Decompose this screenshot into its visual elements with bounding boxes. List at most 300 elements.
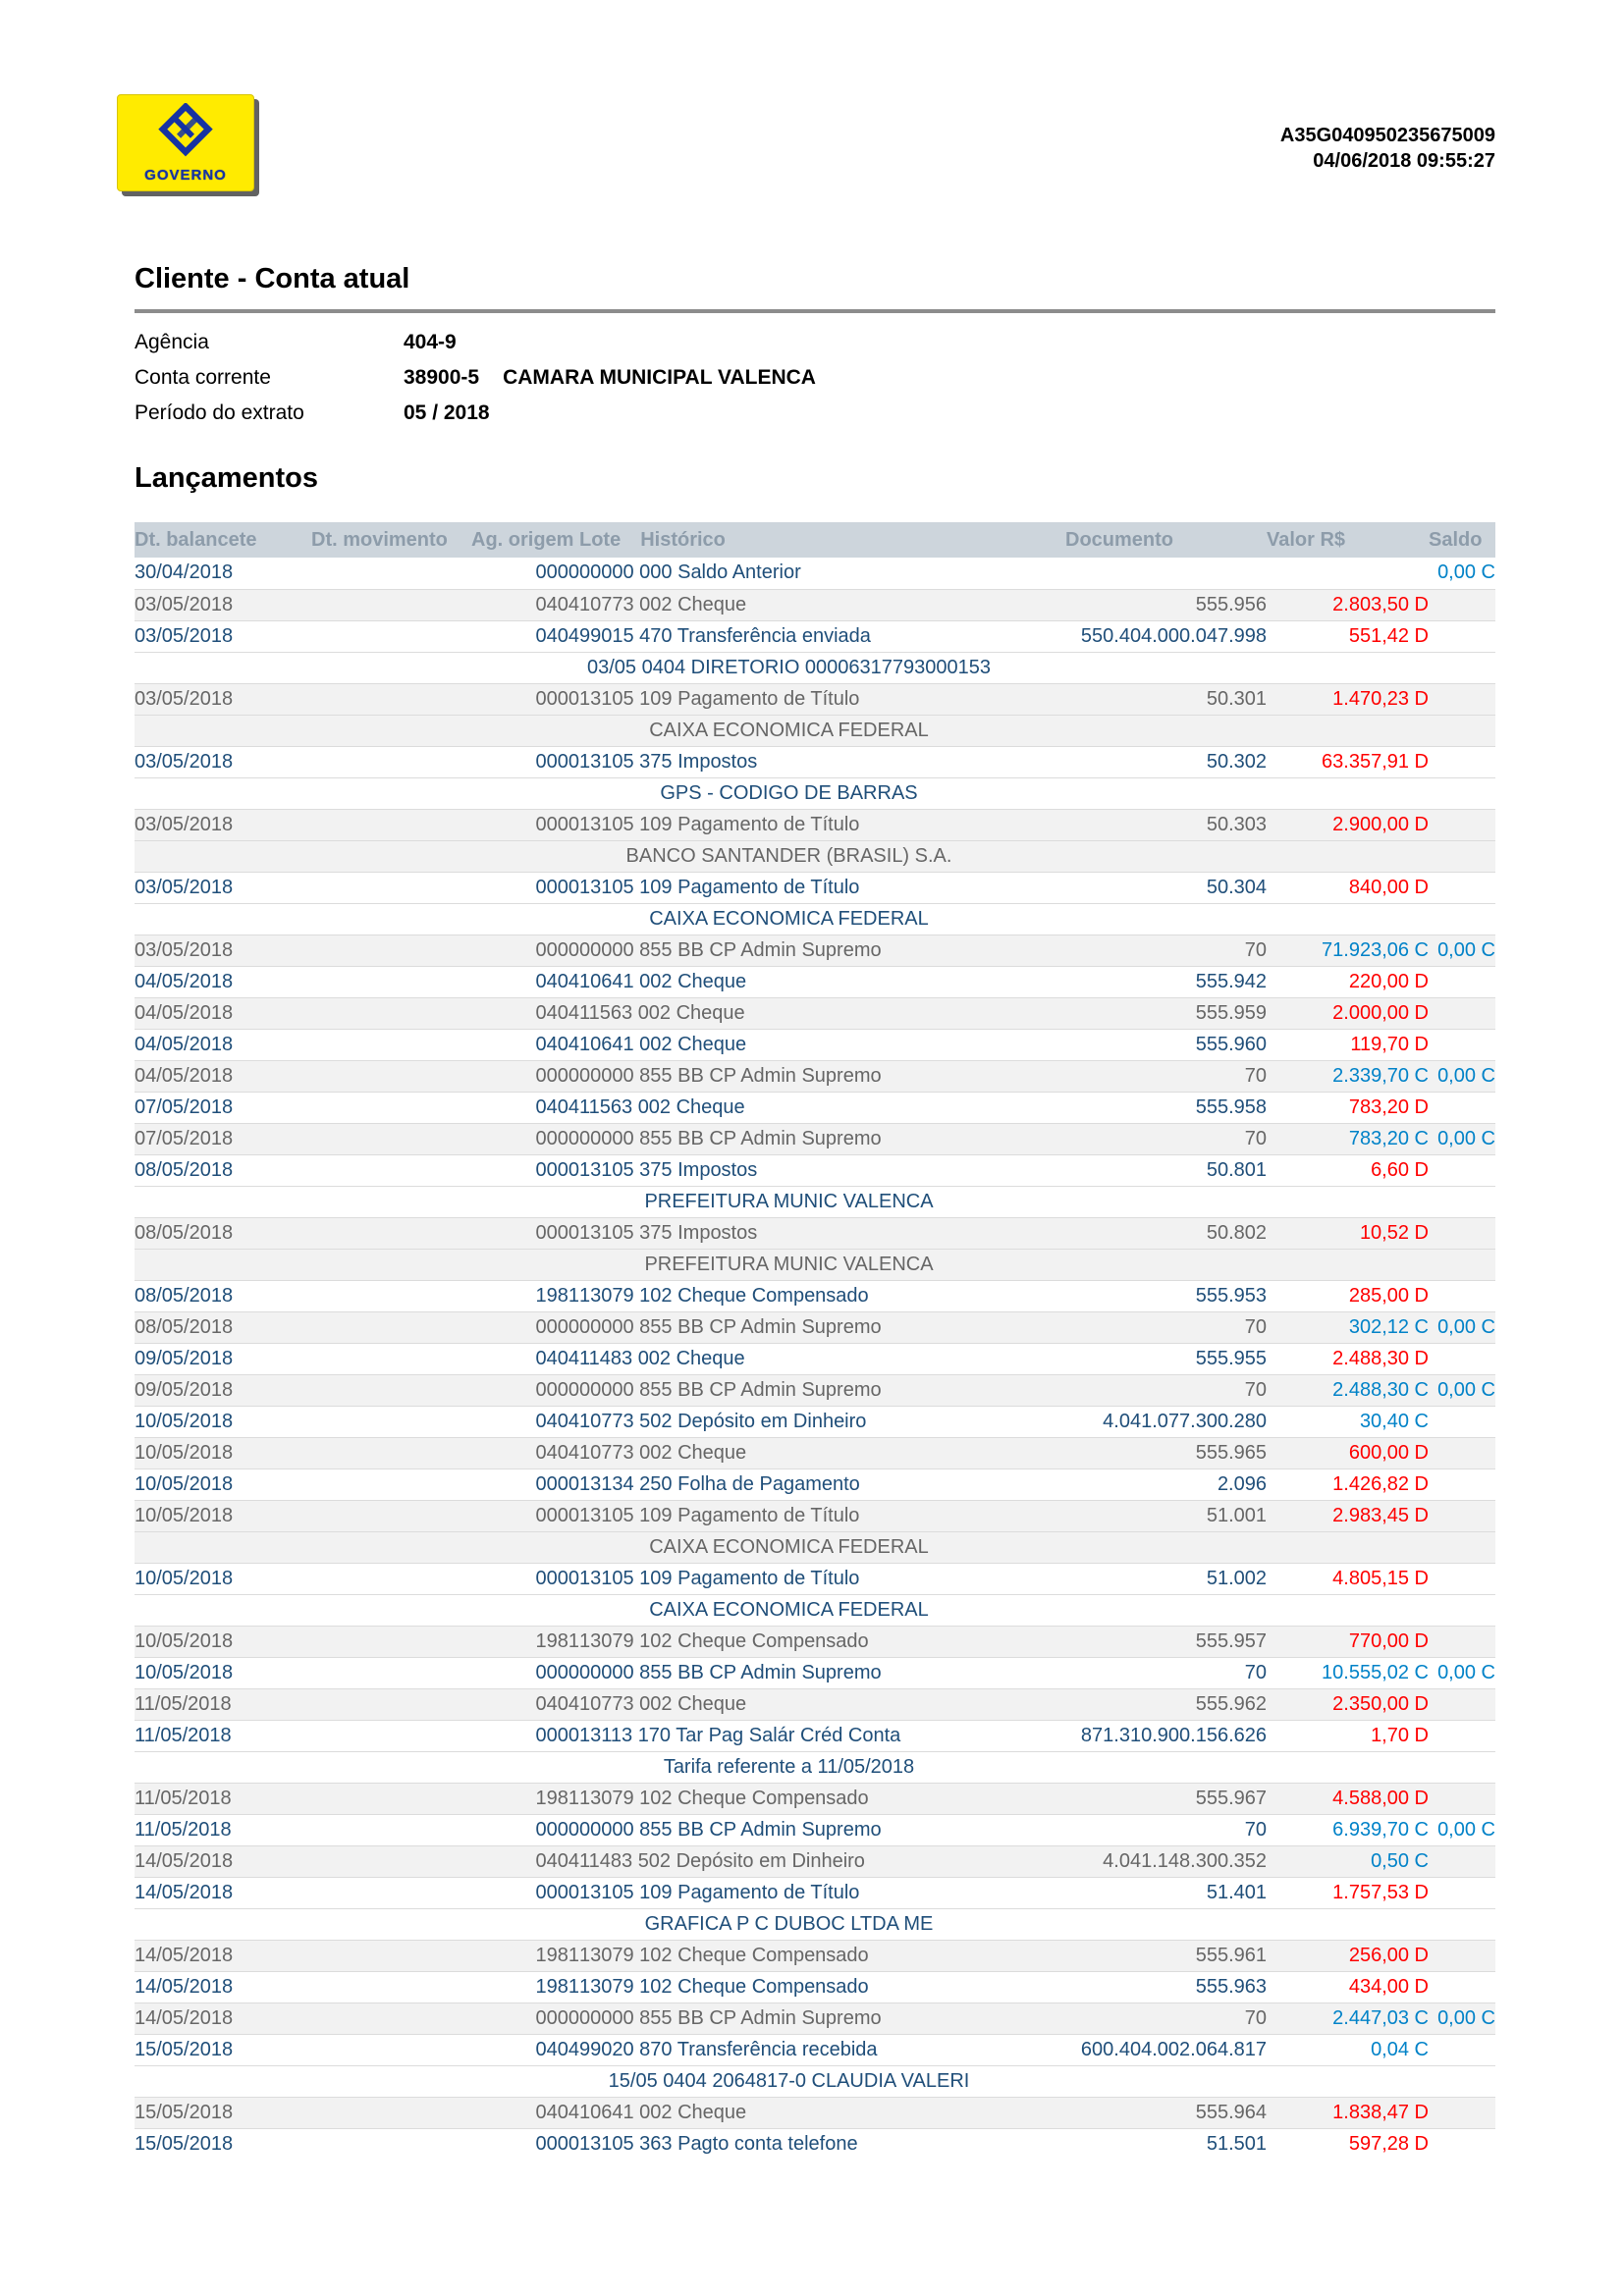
cell-saldo <box>1429 1563 1495 1594</box>
cell-valor <box>1267 1249 1429 1280</box>
table-row <box>135 1814 1495 1845</box>
cell-saldo <box>1429 1751 1495 1783</box>
cell-history-detail: 03/05 0404 DIRETORIO 00006317793000153 <box>586 656 992 678</box>
cell-lote-historico: 13113 170 Tar Pag Salár Créd Conta <box>579 1724 901 1746</box>
cell-documento: 555.962 <box>1195 1692 1267 1715</box>
table-row <box>135 997 1495 1029</box>
cell-saldo: 0,00 C <box>1437 561 1495 584</box>
cell-dt-balancete <box>135 2065 311 2097</box>
cell-saldo <box>1429 1217 1495 1249</box>
cell-documento: 555.964 <box>1195 2101 1267 2123</box>
cell-saldo <box>1429 809 1495 840</box>
cell-documento: 555.967 <box>1195 1787 1267 1809</box>
cell-documento: 555.965 <box>1195 1441 1267 1464</box>
cell-valor: 2.983,45 D <box>1332 1504 1429 1526</box>
history-detail-row <box>135 1186 1495 1217</box>
cell-lote-historico: 00000 855 BB CP Admin Supremo <box>579 1661 882 1683</box>
cell-documento: 50.301 <box>1206 687 1267 710</box>
cell-documento: 50.801 <box>1206 1158 1267 1181</box>
cell-lote-historico: 13105 109 Pagamento de Título <box>579 1504 860 1526</box>
section-title-lancamentos: Lançamentos <box>135 462 318 494</box>
header-historico: Histórico <box>640 528 726 551</box>
cell-valor: 256,00 D <box>1348 1944 1429 1966</box>
cell-lote-historico: 10641 002 Cheque <box>579 1033 747 1055</box>
cell-dt-movimento <box>311 2002 471 2034</box>
cell-lote-historico: 13079 102 Cheque Compensado <box>579 1975 869 1998</box>
cell-saldo <box>1429 683 1495 715</box>
cell-dt-movimento <box>311 1154 471 1186</box>
cell-saldo <box>1429 2097 1495 2128</box>
cell-lote-historico: 13105 375 Impostos <box>579 1158 758 1181</box>
report-content <box>135 0 1495 2160</box>
cell-documento: 600.404.002.064.817 <box>1080 2038 1267 2060</box>
cell-saldo <box>1429 1720 1495 1751</box>
cell-dt-balancete <box>135 1249 311 1280</box>
cell-dt-balancete: 14/05/2018 <box>135 1849 234 1872</box>
cell-lote-historico: 00000 855 BB CP Admin Supremo <box>579 2006 882 2029</box>
cell-documento: 555.960 <box>1195 1033 1267 1055</box>
cell-dt-movimento <box>311 620 471 652</box>
account-row <box>135 360 1495 396</box>
table-row <box>135 1060 1495 1092</box>
cell-saldo: 0,00 C <box>1437 1661 1495 1683</box>
cell-saldo <box>1429 1249 1495 1280</box>
cell-valor: 71.923,06 C <box>1322 938 1429 961</box>
cell-dt-balancete: 07/05/2018 <box>135 1095 234 1118</box>
cell-dt-balancete: 14/05/2018 <box>135 1944 234 1966</box>
cell-dt-balancete: 04/05/2018 <box>135 1033 234 1055</box>
cell-saldo <box>1429 620 1495 652</box>
cell-documento: 555.953 <box>1195 1284 1267 1307</box>
cell-dt-balancete: 03/05/2018 <box>135 593 234 615</box>
cell-ag-origem: 0000 <box>535 1661 579 1683</box>
cell-valor <box>1267 1908 1429 1940</box>
cell-lote-historico: 00000 855 BB CP Admin Supremo <box>579 1315 882 1338</box>
cell-valor: 840,00 D <box>1348 876 1429 898</box>
cell-dt-balancete: 09/05/2018 <box>135 1378 234 1401</box>
cell-ag-origem: 0000 <box>535 938 579 961</box>
cell-history-detail: CAIXA ECONOMICA FEDERAL <box>649 907 929 930</box>
cell-valor: 285,00 D <box>1348 1284 1429 1307</box>
cell-ag-origem: 0404 <box>535 2101 579 2123</box>
cell-documento: 50.302 <box>1206 750 1267 773</box>
cell-dt-balancete: 11/05/2018 <box>135 1692 232 1715</box>
table-row <box>135 1688 1495 1720</box>
cell-dt-balancete: 15/05/2018 <box>135 2038 234 2060</box>
cell-valor: 220,00 D <box>1348 970 1429 992</box>
cell-dt-balancete: 14/05/2018 <box>135 2006 234 2029</box>
cell-valor: 2.803,50 D <box>1332 593 1429 615</box>
cell-lote-historico: 13105 363 Pagto conta telefone <box>579 2132 858 2155</box>
document-code: A35G040950235675009 <box>1279 125 1495 146</box>
header-lote-historico <box>579 522 1065 558</box>
table-row <box>135 1783 1495 1814</box>
cell-valor: 10.555,02 C <box>1322 1661 1429 1683</box>
cell-lote-historico: 10773 002 Cheque <box>579 1441 747 1464</box>
cell-lote-historico: 13079 102 Cheque Compensado <box>579 1629 869 1652</box>
cell-ag-origem: 0404 <box>535 1692 579 1715</box>
cell-valor: 783,20 D <box>1348 1095 1429 1118</box>
cell-history-detail: GPS - CODIGO DE BARRAS <box>660 781 918 804</box>
bb-logo-icon <box>157 103 214 165</box>
cell-ag-origem: 1981 <box>535 1944 579 1966</box>
history-detail-row <box>135 715 1495 746</box>
cell-saldo <box>1429 903 1495 934</box>
cell-dt-movimento <box>311 997 471 1029</box>
cell-valor: 4.805,15 D <box>1332 1567 1429 1589</box>
cell-valor <box>1267 1594 1429 1626</box>
cell-dt-movimento <box>311 2097 471 2128</box>
history-detail-row <box>135 840 1495 872</box>
table-row <box>135 1374 1495 1406</box>
period-value: 05 / 2018 <box>404 401 490 424</box>
title-divider <box>135 309 1495 313</box>
cell-dt-balancete: 14/05/2018 <box>135 1975 234 1998</box>
cell-dt-balancete: 10/05/2018 <box>135 1410 234 1432</box>
cell-saldo <box>1429 840 1495 872</box>
cell-valor: 600,00 D <box>1348 1441 1429 1464</box>
cell-dt-balancete: 10/05/2018 <box>135 1629 234 1652</box>
table-row <box>135 1406 1495 1437</box>
cell-saldo <box>1429 2128 1495 2160</box>
account-info <box>135 325 1495 431</box>
cell-dt-balancete <box>135 715 311 746</box>
history-detail-row <box>135 903 1495 934</box>
cell-documento: 70 <box>1244 1127 1267 1149</box>
cell-dt-movimento <box>311 1814 471 1845</box>
cell-dt-balancete: 03/05/2018 <box>135 813 234 835</box>
header-dt-balancete: Dt. balancete <box>135 528 257 551</box>
cell-dt-movimento <box>311 966 471 997</box>
cell-lote-historico: 13105 109 Pagamento de Título <box>579 687 860 710</box>
header-documento: Documento <box>1065 528 1173 551</box>
cell-dt-movimento <box>311 1783 471 1814</box>
table-row <box>135 1311 1495 1343</box>
cell-valor: 783,20 C <box>1348 1127 1429 1149</box>
cell-ag-origem: 0404 <box>535 593 579 615</box>
cell-valor: 6,60 D <box>1371 1158 1429 1181</box>
cell-dt-balancete: 09/05/2018 <box>135 1347 234 1369</box>
cell-lote-historico: 00000 855 BB CP Admin Supremo <box>579 1818 882 1841</box>
cell-dt-movimento <box>311 809 471 840</box>
cell-dt-balancete: 15/05/2018 <box>135 2132 234 2155</box>
cell-valor: 2.447,03 C <box>1332 2006 1429 2029</box>
table-row <box>135 1343 1495 1374</box>
cell-dt-balancete: 03/05/2018 <box>135 876 234 898</box>
cell-documento: 555.961 <box>1195 1944 1267 1966</box>
cell-dt-movimento <box>311 1343 471 1374</box>
cell-documento: 70 <box>1244 1818 1267 1841</box>
cell-dt-balancete <box>135 1186 311 1217</box>
cell-history-detail: GRAFICA P C DUBOC LTDA ME <box>644 1912 934 1935</box>
table-row <box>135 1563 1495 1594</box>
cell-documento: 555.958 <box>1195 1095 1267 1118</box>
history-detail-row <box>135 777 1495 809</box>
cell-ag-origem: 0000 <box>535 1158 579 1181</box>
cell-ag-origem: 0000 <box>535 1221 579 1244</box>
period-row <box>135 396 1495 431</box>
cell-lote-historico: 11563 002 Cheque <box>579 1001 745 1024</box>
cell-documento: 51.001 <box>1206 1504 1267 1526</box>
cell-valor <box>1267 1186 1429 1217</box>
cell-documento: 70 <box>1244 938 1267 961</box>
cell-dt-movimento <box>311 1217 471 1249</box>
cell-documento: 555.959 <box>1195 1001 1267 1024</box>
cell-valor <box>1267 1531 1429 1563</box>
table-row <box>135 1123 1495 1154</box>
table-row <box>135 966 1495 997</box>
cell-saldo <box>1429 1186 1495 1217</box>
header-saldo: Saldo <box>1429 528 1483 551</box>
cell-valor <box>1267 2065 1429 2097</box>
cell-valor: 434,00 D <box>1348 1975 1429 1998</box>
table-row <box>135 1092 1495 1123</box>
cell-documento: 70 <box>1244 1378 1267 1401</box>
cell-lote-historico: 11563 002 Cheque <box>579 1095 745 1118</box>
cell-documento: 555.955 <box>1195 1347 1267 1369</box>
cell-saldo <box>1429 1154 1495 1186</box>
cell-history-detail: 15/05 0404 2064817-0 CLAUDIA VALERI <box>608 2069 970 2092</box>
cell-history-detail: CAIXA ECONOMICA FEDERAL <box>649 1535 929 1558</box>
cell-lote-historico: 13105 375 Impostos <box>579 1221 758 1244</box>
table-row <box>135 1154 1495 1186</box>
cell-lote-historico: 10641 002 Cheque <box>579 2101 747 2123</box>
cell-ag-origem: 1981 <box>535 1284 579 1307</box>
cell-dt-balancete: 30/04/2018 <box>135 561 234 584</box>
table-row <box>135 1971 1495 2002</box>
cell-saldo <box>1429 1343 1495 1374</box>
cell-dt-movimento <box>311 1971 471 2002</box>
cell-documento: 2.096 <box>1217 1472 1267 1495</box>
cell-lote-historico: 00000 000 Saldo Anterior <box>579 561 801 584</box>
cell-dt-balancete: 15/05/2018 <box>135 2101 234 2123</box>
table-row <box>135 2002 1495 2034</box>
cell-dt-balancete: 10/05/2018 <box>135 1567 234 1589</box>
cell-dt-movimento <box>311 1500 471 1531</box>
logo-governo-label: GOVERNO <box>144 167 227 184</box>
cell-dt-balancete: 08/05/2018 <box>135 1158 234 1181</box>
cell-valor <box>1267 840 1429 872</box>
table-row <box>135 620 1495 652</box>
cell-dt-movimento <box>311 2034 471 2065</box>
cell-saldo <box>1429 589 1495 620</box>
cell-ag-origem: 0000 <box>535 1724 579 1746</box>
cell-dt-balancete <box>135 1531 311 1563</box>
table-row <box>135 872 1495 903</box>
table-row <box>135 1217 1495 1249</box>
cell-saldo <box>1429 715 1495 746</box>
cell-lote-historico: 00000 855 BB CP Admin Supremo <box>579 938 882 961</box>
cell-documento: 51.401 <box>1206 1881 1267 1903</box>
bank-logo <box>117 94 254 191</box>
agency-label: Agência <box>135 331 209 353</box>
cell-saldo <box>1429 872 1495 903</box>
cell-documento: 51.501 <box>1206 2132 1267 2155</box>
table-row <box>135 1877 1495 1908</box>
cell-dt-balancete: 10/05/2018 <box>135 1504 234 1526</box>
cell-ag-origem: 0000 <box>535 876 579 898</box>
cell-ag-origem: 0404 <box>535 1441 579 1464</box>
cell-ag-origem: 0404 <box>535 970 579 992</box>
history-detail-row <box>135 1908 1495 1940</box>
cell-saldo <box>1429 1783 1495 1814</box>
cell-ag-origem: 0000 <box>535 1881 579 1903</box>
cell-dt-movimento <box>311 746 471 777</box>
cell-dt-balancete <box>135 1594 311 1626</box>
cell-saldo <box>1429 1406 1495 1437</box>
cell-dt-movimento <box>311 1688 471 1720</box>
cell-documento: 4.041.148.300.352 <box>1103 1849 1267 1872</box>
cell-ag-origem: 0000 <box>535 2006 579 2029</box>
table-row <box>135 1626 1495 1657</box>
cell-ag-origem: 1981 <box>535 1975 579 1998</box>
cell-documento: 51.002 <box>1206 1567 1267 1589</box>
cell-valor: 1.838,47 D <box>1332 2101 1429 2123</box>
cell-dt-movimento <box>311 1029 471 1060</box>
cell-dt-balancete <box>135 903 311 934</box>
cell-ag-origem: 0000 <box>535 1315 579 1338</box>
cell-ag-origem: 0404 <box>535 1410 579 1432</box>
cell-documento: 70 <box>1244 1315 1267 1338</box>
cell-ag-origem: 0000 <box>535 1378 579 1401</box>
cell-documento: 70 <box>1244 1661 1267 1683</box>
cell-dt-balancete: 11/05/2018 <box>135 1787 232 1809</box>
cell-lote-historico: 13105 109 Pagamento de Título <box>579 1567 860 1589</box>
cell-dt-balancete: 03/05/2018 <box>135 687 234 710</box>
cell-saldo <box>1429 1626 1495 1657</box>
cell-lote-historico: 13105 109 Pagamento de Título <box>579 876 860 898</box>
cell-saldo <box>1429 1971 1495 2002</box>
period-label: Período do extrato <box>135 401 304 424</box>
cell-lote-historico: 11483 002 Cheque <box>579 1347 745 1369</box>
account-number: 38900-5 <box>404 366 480 389</box>
cell-saldo <box>1429 652 1495 683</box>
cell-valor: 597,28 D <box>1348 2132 1429 2155</box>
cell-dt-movimento <box>311 589 471 620</box>
cell-dt-balancete <box>135 1908 311 1940</box>
cell-valor: 6.939,70 C <box>1332 1818 1429 1841</box>
cell-documento: 4.041.077.300.280 <box>1103 1410 1267 1432</box>
cell-ag-origem: 0000 <box>535 2132 579 2155</box>
table-row <box>135 809 1495 840</box>
cell-dt-movimento <box>311 1563 471 1594</box>
cell-dt-balancete: 10/05/2018 <box>135 1661 234 1683</box>
account-label: Conta corrente <box>135 366 271 389</box>
cell-valor <box>1267 558 1429 589</box>
agency-value: 404-9 <box>404 331 457 353</box>
cell-valor: 1.426,82 D <box>1332 1472 1429 1495</box>
cell-saldo <box>1429 997 1495 1029</box>
history-detail-row <box>135 1531 1495 1563</box>
history-detail-row <box>135 1594 1495 1626</box>
cell-saldo <box>1429 1500 1495 1531</box>
cell-ag-origem: 0404 <box>535 1849 579 1872</box>
cell-dt-balancete: 08/05/2018 <box>135 1315 234 1338</box>
cell-ag-origem: 0404 <box>535 1001 579 1024</box>
cell-ag-origem: 1981 <box>535 1629 579 1652</box>
cell-saldo <box>1429 1531 1495 1563</box>
cell-saldo <box>1429 1280 1495 1311</box>
cell-dt-balancete: 14/05/2018 <box>135 1881 234 1903</box>
cell-dt-balancete: 04/05/2018 <box>135 1064 234 1087</box>
cell-dt-balancete <box>135 1751 311 1783</box>
cell-valor: 4.588,00 D <box>1332 1787 1429 1809</box>
cell-valor <box>1267 777 1429 809</box>
cell-dt-balancete: 03/05/2018 <box>135 624 234 647</box>
cell-valor <box>1267 1751 1429 1783</box>
cell-valor <box>1267 715 1429 746</box>
cell-history-detail: BANCO SANTANDER (BRASIL) S.A. <box>625 844 952 867</box>
cell-saldo <box>1429 1468 1495 1500</box>
cell-ag-origem: 0404 <box>535 1095 579 1118</box>
cell-dt-movimento <box>311 1468 471 1500</box>
cell-valor <box>1267 652 1429 683</box>
header-valor: Valor R$ <box>1267 528 1346 551</box>
cell-lote-historico: 13079 102 Cheque Compensado <box>579 1787 869 1809</box>
cell-dt-movimento <box>311 1123 471 1154</box>
history-detail-row <box>135 1751 1495 1783</box>
cell-saldo <box>1429 1437 1495 1468</box>
cell-ag-origem: 0404 <box>535 1347 579 1369</box>
cell-saldo: 0,00 C <box>1437 1818 1495 1841</box>
cell-dt-movimento <box>311 1406 471 1437</box>
cell-valor: 2.488,30 C <box>1332 1378 1429 1401</box>
cell-valor: 0,50 C <box>1371 1849 1429 1872</box>
cell-dt-balancete <box>135 652 311 683</box>
cell-valor: 10,52 D <box>1359 1221 1429 1244</box>
cell-valor: 2.488,30 D <box>1332 1347 1429 1369</box>
cell-history-detail: CAIXA ECONOMICA FEDERAL <box>649 1598 929 1621</box>
cell-valor: 2.339,70 C <box>1332 1064 1429 1087</box>
cell-valor: 30,40 C <box>1359 1410 1429 1432</box>
cell-documento: 555.956 <box>1195 593 1267 615</box>
cell-documento: 550.404.000.047.998 <box>1080 624 1267 647</box>
cell-dt-balancete: 10/05/2018 <box>135 1441 234 1464</box>
history-detail-row <box>135 652 1495 683</box>
cell-lote-historico: 13134 250 Folha de Pagamento <box>579 1472 860 1495</box>
table-row <box>135 2034 1495 2065</box>
cell-valor: 1.470,23 D <box>1332 687 1429 710</box>
table-row <box>135 1845 1495 1877</box>
cell-history-detail: PREFEITURA MUNIC VALENCA <box>644 1253 934 1275</box>
cell-saldo <box>1429 777 1495 809</box>
cell-valor <box>1267 903 1429 934</box>
cell-dt-movimento <box>311 1092 471 1123</box>
cell-saldo <box>1429 2065 1495 2097</box>
cell-documento: 70 <box>1244 1064 1267 1087</box>
document-timestamp: 04/06/2018 09:55:27 <box>1313 150 1495 172</box>
table-row <box>135 589 1495 620</box>
cell-documento <box>1065 558 1267 589</box>
cell-valor: 0,04 C <box>1371 2038 1429 2060</box>
cell-saldo <box>1429 1845 1495 1877</box>
cell-dt-movimento <box>311 934 471 966</box>
cell-lote-historico: 10641 002 Cheque <box>579 970 747 992</box>
transactions-table <box>135 522 1495 2160</box>
table-header-row <box>135 522 1495 558</box>
cell-history-detail: Tarifa referente a 11/05/2018 <box>663 1755 915 1778</box>
cell-documento: 871.310.900.156.626 <box>1080 1724 1267 1746</box>
cell-history-detail: PREFEITURA MUNIC VALENCA <box>644 1190 934 1212</box>
cell-ag-origem: 0000 <box>535 750 579 773</box>
table-row <box>135 1280 1495 1311</box>
cell-dt-balancete: 08/05/2018 <box>135 1221 234 1244</box>
cell-ag-origem: 0000 <box>535 1472 579 1495</box>
table-row <box>135 683 1495 715</box>
table-row <box>135 746 1495 777</box>
cell-saldo: 0,00 C <box>1437 2006 1495 2029</box>
cell-history-detail: CAIXA ECONOMICA FEDERAL <box>649 719 929 741</box>
